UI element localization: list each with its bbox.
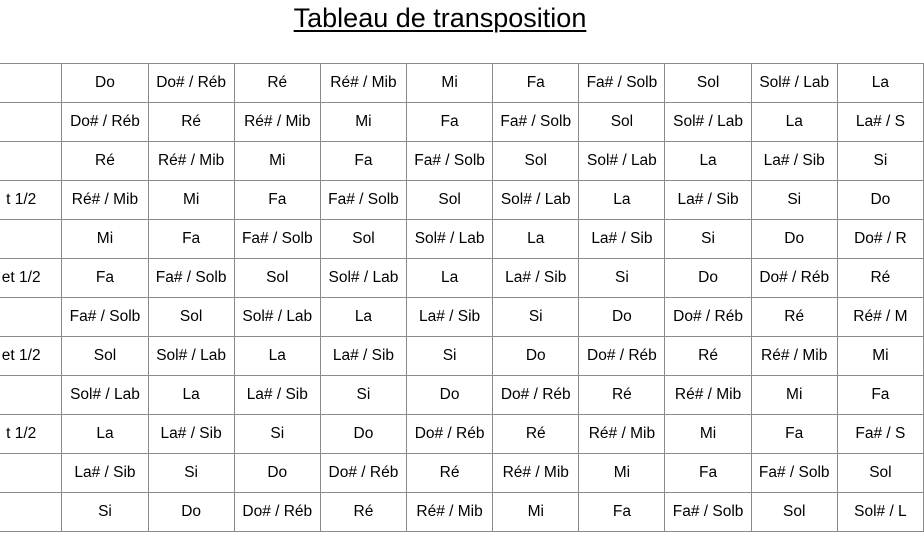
table-cell: Sol — [837, 454, 923, 493]
table-cell: La# / Sib — [62, 454, 148, 493]
table-cell: La# / Sib — [665, 181, 751, 220]
table-cell: Sol# / Lab — [751, 64, 837, 103]
table-cell: Mi — [407, 64, 493, 103]
table-cell: Sol — [751, 493, 837, 532]
table-cell: La — [493, 220, 579, 259]
table-cell: Fa — [665, 454, 751, 493]
table-cell: Ré# / Mib — [579, 415, 665, 454]
table-row — [0, 181, 924, 220]
table-cell: La — [234, 337, 320, 376]
table-cell: Fa# / Solb — [665, 493, 751, 532]
table-cell: Mi — [148, 181, 234, 220]
table-cell: Fa — [837, 376, 923, 415]
table-cell: Si — [837, 142, 923, 181]
table-cell: Ré# / M — [837, 298, 923, 337]
table-cell: Do# / Réb — [320, 454, 406, 493]
table-cell: Si — [579, 259, 665, 298]
table-cell: Fa# / Solb — [579, 64, 665, 103]
table-cell: La# / Sib — [320, 337, 406, 376]
table-cell: La — [837, 64, 923, 103]
table-row — [0, 259, 924, 298]
table-cell: Mi — [579, 454, 665, 493]
table-cell: Fa — [493, 64, 579, 103]
table-cell: Ré# / Mib — [148, 142, 234, 181]
table-cell: Fa# / Solb — [320, 181, 406, 220]
table-cell: La — [320, 298, 406, 337]
table-cell: Ré — [493, 415, 579, 454]
table-cell: Do — [148, 493, 234, 532]
table-cell: Sol — [148, 298, 234, 337]
table-row — [0, 454, 924, 493]
table-row — [0, 142, 924, 181]
table-cell: Sol — [234, 259, 320, 298]
table-cell: Ré — [234, 64, 320, 103]
table-cell: Si — [148, 454, 234, 493]
table-cell: La — [665, 142, 751, 181]
table-cell: Sol# / Lab — [579, 142, 665, 181]
table-cell: Do# / Réb — [579, 337, 665, 376]
table-row — [0, 220, 924, 259]
table-cell: Fa# / Solb — [234, 220, 320, 259]
table-cell: Fa# / Solb — [407, 142, 493, 181]
table-cell: Ré — [837, 259, 923, 298]
row-label: et 1/2 — [0, 337, 62, 376]
table-cell: Ré — [320, 493, 406, 532]
row-label — [0, 493, 62, 532]
table-cell: Sol — [665, 64, 751, 103]
table-cell: Do — [234, 454, 320, 493]
table-cell: Mi — [320, 103, 406, 142]
table-row — [0, 493, 924, 532]
table-cell: Si — [493, 298, 579, 337]
table-row — [0, 376, 924, 415]
table-cell: Do — [493, 337, 579, 376]
table-cell: Sol# / Lab — [148, 337, 234, 376]
table-cell: Do — [320, 415, 406, 454]
table-row — [0, 337, 924, 376]
table-cell: Mi — [751, 376, 837, 415]
table-cell: Do# / Réb — [62, 103, 148, 142]
row-label — [0, 298, 62, 337]
table-cell: Si — [751, 181, 837, 220]
table-cell: Ré# / Mib — [751, 337, 837, 376]
table-cell: La# / Sib — [493, 259, 579, 298]
table-cell: Sol — [579, 103, 665, 142]
table-cell: Ré — [579, 376, 665, 415]
table-cell: La — [62, 415, 148, 454]
table-cell: Do# / Réb — [407, 415, 493, 454]
table-cell: Fa — [407, 103, 493, 142]
table-cell: La# / Sib — [579, 220, 665, 259]
table-cell: Si — [665, 220, 751, 259]
table-row — [0, 103, 924, 142]
row-label: et 1/2 — [0, 259, 62, 298]
table-cell: Fa — [148, 220, 234, 259]
table-cell: Mi — [234, 142, 320, 181]
table-cell: La# / Sib — [148, 415, 234, 454]
table-cell: Do — [751, 220, 837, 259]
table-cell: La — [751, 103, 837, 142]
table-cell: Mi — [837, 337, 923, 376]
table-cell: Fa# / Solb — [62, 298, 148, 337]
row-label — [0, 103, 62, 142]
table-cell: Mi — [665, 415, 751, 454]
table-cell: Do# / Réb — [493, 376, 579, 415]
table-cell: Sol# / Lab — [320, 259, 406, 298]
table-cell: Fa# / Solb — [751, 454, 837, 493]
table-cell: Fa — [234, 181, 320, 220]
table-cell: Fa# / Solb — [148, 259, 234, 298]
table-row — [0, 415, 924, 454]
page-title: Tableau de transposition — [293, 3, 587, 33]
row-label — [0, 454, 62, 493]
table-cell: Ré — [751, 298, 837, 337]
table-cell: Sol — [320, 220, 406, 259]
table-cell: La# / Sib — [407, 298, 493, 337]
table-cell: Sol# / L — [837, 493, 923, 532]
table-cell: Do# / R — [837, 220, 923, 259]
table-cell: Do — [579, 298, 665, 337]
table-cell: Sol# / Lab — [62, 376, 148, 415]
table-cell: Ré — [62, 142, 148, 181]
row-label: t 1/2 — [0, 415, 62, 454]
table-cell: La# / Sib — [234, 376, 320, 415]
table-cell: Do — [837, 181, 923, 220]
table-cell: Do# / Réb — [148, 64, 234, 103]
row-label — [0, 142, 62, 181]
table-cell: Ré — [407, 454, 493, 493]
table-cell: La — [407, 259, 493, 298]
table-row — [0, 298, 924, 337]
table-cell: Ré — [148, 103, 234, 142]
table-cell: Sol# / Lab — [493, 181, 579, 220]
table-cell: Do# / Réb — [751, 259, 837, 298]
table-cell: Ré# / Mib — [62, 181, 148, 220]
table-cell: Fa# / S — [837, 415, 923, 454]
table-cell: La — [579, 181, 665, 220]
table-cell: Sol — [493, 142, 579, 181]
table-cell: Fa — [320, 142, 406, 181]
table-cell: Sol — [407, 181, 493, 220]
row-label — [0, 376, 62, 415]
row-label: t 1/2 — [0, 181, 62, 220]
row-label — [0, 64, 62, 103]
table-cell: Mi — [62, 220, 148, 259]
table-cell: Do — [407, 376, 493, 415]
table-cell: Sol# / Lab — [407, 220, 493, 259]
table-row — [0, 64, 924, 103]
table-cell: Fa — [62, 259, 148, 298]
table-cell: Ré# / Mib — [493, 454, 579, 493]
table-cell: Fa# / Solb — [493, 103, 579, 142]
table-cell: Ré# / Mib — [320, 64, 406, 103]
table-cell: Fa — [751, 415, 837, 454]
transposition-table — [0, 63, 924, 532]
table-cell: Ré# / Mib — [234, 103, 320, 142]
table-cell: Ré — [665, 337, 751, 376]
table-cell: Do# / Réb — [234, 493, 320, 532]
table-cell: Mi — [493, 493, 579, 532]
table-cell: Si — [234, 415, 320, 454]
table-cell: Fa — [579, 493, 665, 532]
table-cell: Do — [62, 64, 148, 103]
table-cell: Sol# / Lab — [234, 298, 320, 337]
table-cell: Ré# / Mib — [407, 493, 493, 532]
table-cell: Do — [665, 259, 751, 298]
table-cell: La — [148, 376, 234, 415]
table-cell: La# / S — [837, 103, 923, 142]
table-cell: Ré# / Mib — [665, 376, 751, 415]
table-cell: Sol# / Lab — [665, 103, 751, 142]
table-cell: Si — [320, 376, 406, 415]
table-cell: Do# / Réb — [665, 298, 751, 337]
table-cell: Si — [407, 337, 493, 376]
table-cell: La# / Sib — [751, 142, 837, 181]
table-cell: Sol — [62, 337, 148, 376]
row-label — [0, 220, 62, 259]
table-cell: Si — [62, 493, 148, 532]
